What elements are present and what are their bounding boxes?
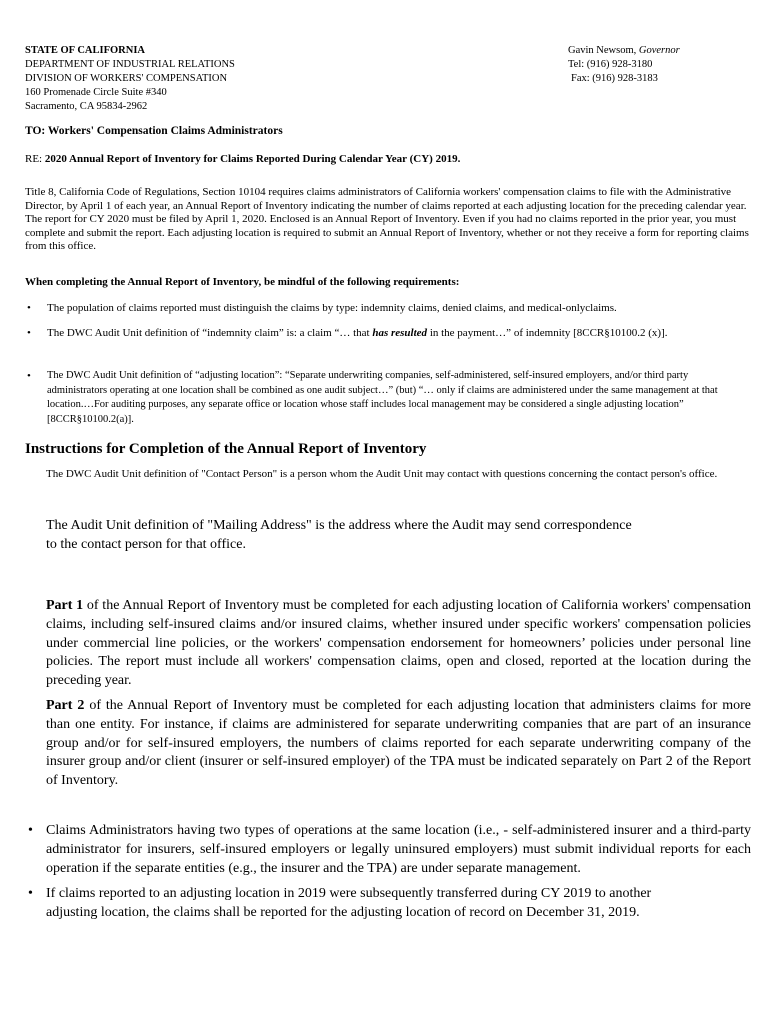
requirements-heading: When completing the Annual Report of Inventory, be mindful of the following requirements: [25,276,460,288]
requirement-item [25,300,750,316]
bullet-icon: • [27,370,31,382]
requirement-text-part: The DWC Audit Unit definition of “indemnity claim” is: a claim “… that [47,327,373,339]
requirement-text: The population of claims reported must distinguish the claims by type: indemnity claims, denied claims, and medical-onlyclaims. [47,302,617,314]
department-name: DEPARTMENT OF INDUSTRIAL RELATIONS [25,59,235,70]
division-name: DIVISION OF WORKERS' COMPENSATION [25,73,228,84]
intro-paragraph: Title 8, California Code of Regulations, Section 10104 requires claims administrators of California workers' compensation claims to file with the Administrative Director, by April 1 of each year, an Annual Report of Inventory indicating the number of claims reported at each adjusting location for the preceding calendar year. The report for CY 2020 must be filed by April 1, 2020. Enclosed is an Annual Report of Inventory. Even if you had no claims reported in the prior year, you must complete and submit the report. Each adjusting location is required to submit an Annual Report of Inventory, whether or not they receive a form for reporting claims from this office. [25,186,749,252]
governor-title: Governor [638,45,680,56]
part-2-label: Part 2 [46,698,85,713]
mailing-line: The Audit Unit definition of "Mailing Address" is the address where the Audit may send correspondence [46,518,632,533]
re-line [25,153,460,165]
bullet-icon: • [27,302,31,314]
contact-person-definition: The DWC Audit Unit definition of "Contact Person" is a person whom the Audit Unit may contact with questions concerning the contact person's office. [46,468,718,480]
mailing-address-definition [46,516,751,554]
requirement-text [47,325,750,341]
telephone: Tel: (916) 928-3180 [568,59,653,70]
mailing-line: to the contact person for that office. [46,537,246,552]
re-prefix: RE: [25,153,45,165]
re-subject: 2020 Annual Report of Inventory for Claims Reported During Calendar Year (CY) 2019. [44,153,461,165]
requirement-text-part: in the payment…” of indemnity [8CCR§10100.2 (x)]. [427,327,668,339]
instruction-bullet-text: Claims Administrators having two types of operations at the same location (i.e., - self-administered insurer and a third-party administrator for insurers, self-insured employers or legally uninsured employers) must submit individual reports for each operation if the separate entities (e.g., the insurer and the TPA) are under separate management. [46,823,751,876]
contact-info-block [568,44,680,86]
instruction-bullet [25,821,751,878]
sender-address-block [25,44,235,114]
emphasis-text: has resulted [372,327,428,339]
to-line: TO: Workers' Compensation Claims Administrators [25,125,283,137]
fax: Fax: (916) 928-3183 [571,73,658,84]
instruction-bullet-text [46,884,751,922]
bullet-icon: • [28,886,33,901]
governor-line [568,44,680,58]
instruction-line: If claims reported to an adjusting location in 2019 were subsequently transferred during CY 2019 to another [46,886,652,901]
governor-name: Gavin Newsom, [568,45,637,56]
street-address: 160 Promenade Circle Suite #340 [25,87,167,98]
part-2-text: of the Annual Report of Inventory must be completed for each adjusting location that administers claims for more than one entity. For instance, if claims are administered for separate underwriting companies that are part of an insurance group and/or for self-insured employers, the numbers of claims reported for each separate underwriting company of the insurer group and/or client (insurer or self-insured employer) of the TPA must be indicated separately on Part 2 of the Report of Inventory. [46,698,751,789]
part-2-paragraph [46,697,751,791]
requirement-item [25,325,750,341]
bullet-icon: • [28,823,33,838]
requirement-text: The DWC Audit Unit definition of “adjusting location”: “Separate underwriting companies, self-administered, self-insured employers, and/or third party administrators operating at one location shall be combined as one audit subject…” (but) “… only if claims are administered under the same management at that location.…For auditing purposes, any separate office or location whose staff includes local management may be considered a single adjusting location” [8CCR§10100.2(a)]. [47,370,718,425]
state-name: STATE OF CALIFORNIA [25,45,145,56]
instructions-heading: Instructions for Completion of the Annual Report of Inventory [25,441,427,457]
city-state-zip: Sacramento, CA 95834-2962 [25,101,148,112]
instruction-line: adjusting location, the claims shall be reported for the adjusting location of record on December 31, 2019. [46,905,640,920]
instruction-bullet [25,884,751,922]
bullet-icon: • [27,327,31,339]
part-1-text: of the Annual Report of Inventory must be completed for each adjusting location of California workers' compensation claims, including self-insured claims and/or insured claims, whether insured under specific workers' compensation policies under commercial line policies, or the workers' compensation endorsement for homeowners’ policies under personal line policies. The report must include all workers' compensation claims, open and closed, reported at the location during the preceding year. [46,598,751,689]
part-1-label: Part 1 [46,598,84,613]
requirement-item [25,369,750,427]
part-1-paragraph [46,597,751,691]
